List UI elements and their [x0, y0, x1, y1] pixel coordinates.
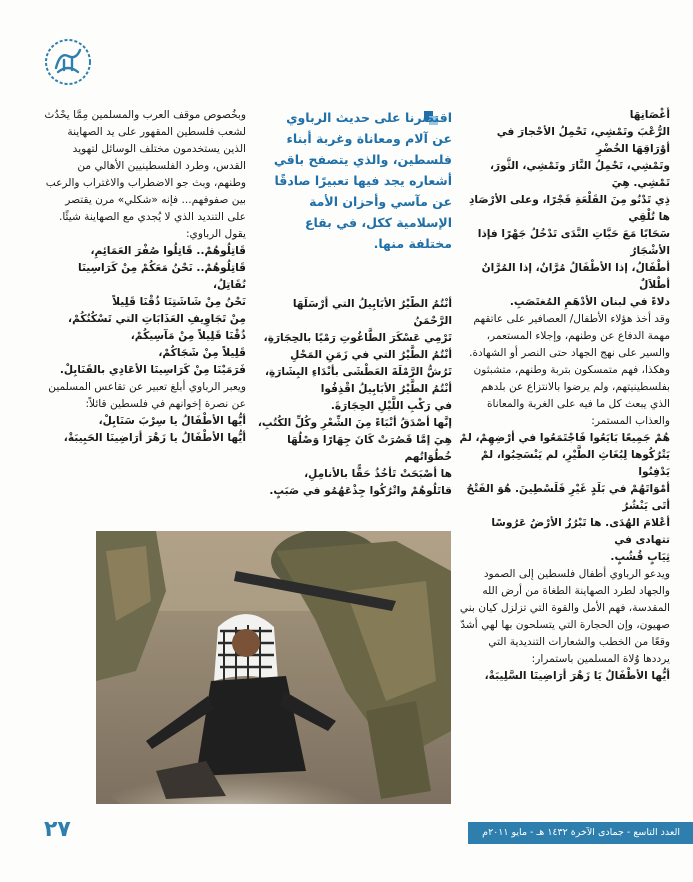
- verse-line: أمْوَاتَهُمْ في بَلَدٍ غَيْرِ فَلَسْطِينَ. هُوَ الفَتْحُ أتَى يَنْشُرُ: [466, 483, 670, 512]
- prose-paragraph: وقد أخذ هؤلاء الأطفال/ العصافير على عاتقهم مهمة الدفاع عن وطنهم، وإجلاء المستعمر، والسير على نهج الجهاد حتى النصر أو الشهادة. وهكذا، فهم متمسكون بتربة وطنهم، متشبثون بفلسطينيتهم، ولم يرضوا بالانتزاع عن بلدهم الذي يبعث كل ما فيه على الغربة والمعاناة والعذاب المستمر:: [469, 313, 670, 427]
- verse-line: أطْفَالُ، إذا الأطْفَالُ مُرَّانٌ، إذا المُرَّانُ أطْلاَلٌ: [481, 262, 670, 291]
- verse-line: فَرَمَيْنَا مِنْ كَرَاسِينَا الأعَادِي بالقَنَابِلْ.: [59, 364, 246, 376]
- verse-line: تَرُشُّ الرَّمْلَةَ العَطْشَى بأنْدَاءِ البِشَارَةِ،: [264, 366, 452, 378]
- verse-line: تَرْمِي عَسْكَرَ الطَّاغُوتِ رَمْيًا بالحِجَارَةِ،: [263, 332, 452, 344]
- right-text-column: [458, 107, 670, 809]
- issue-info: العدد التاسع - جمادى الآخرة ١٤٣٢ هـ - مايو ٢٠١١م: [482, 827, 680, 838]
- verse-line: أنْتُمُ الطَّيْرُ الأبَابِيلُ التي أرْسَلَهَا الرَّحْمَنُ: [292, 298, 452, 327]
- verse-line: وتَمْشِي، تَحْمِلُ النَّارَ وتَمْشِي، الثَّورَ، تَمْشِي. هِيَ: [489, 160, 670, 189]
- page-number: ٢٧: [44, 817, 71, 842]
- prose-paragraph: ويدعو الرباوي أطفال فلسطين إلى الصمود والجهاد لطرد الصهاينة الطغاة من أرض الله المقدسة، فهم الأمل والقوة التي تزلزل كيان بني صهيون، وإن الحجارة التي يتسلحون بها لهي أشدّ وقعًا من الخطب والشعارات التنديدية التي يرددها وُلاة المسلمين باستمرار:: [459, 568, 670, 665]
- verse-line: ذِي تَدْنُو مِنَ القَلْعَةِ فَجْرًا، وعلى الأرْصَادِ ها تُلْقِي: [469, 194, 670, 223]
- verse-line: ثِيَابٍ قُشُبٍ.: [610, 551, 670, 563]
- prose-paragraph: وبخُصوص موقف العرب والمسلمين مِمَّا يحْدُث لشعب فلسطين المقهور على يد الصهاينة الذين يستخدمون مختلف الوسائل لتهويد القدس، وطرد الفلسطينيين الأهالي من وطنهم، وبث جو الاضطراب والاغتراب والرعب بين صفوفهم... فإنه «شكلي» مرن يقتصر على التنديد الذي لا يُجدي مع الصهاينة شيئًا. يقول الرباوي:: [44, 109, 246, 240]
- verse-line: مِنْ تَجَاوِيفِ العَذَابَاتِ التي تَسْكُنُكُمْ،: [68, 313, 246, 325]
- verse-line: أنْتُمُ الطَّيْرُ التي في زَمَنِ المَحْلِ: [290, 349, 452, 361]
- soldiers-arresting-man-photo: [96, 531, 451, 804]
- verse-line: هُمْ جَمِيعًا بَايَعُوا فَاجْتَمَعُوا في أرْضِهِمْ، لمْ: [459, 432, 670, 444]
- verse-line: هِيَ إمَّا قَصُرَتْ كَانَ جِهَارًا وَصْلُهَا خُطُوَاتُهم: [287, 434, 452, 463]
- verse-line: أعْلامَ الهُدَى. ها تَبْرُزُ الأرْضُ عَرُوسًا تتهادى في: [491, 517, 670, 546]
- magazine-logo-icon: [44, 38, 92, 86]
- left-text-column: [44, 107, 246, 521]
- verse-line: قاتَلُوهُمْ واتْرُكُوا جِذْعَهُمُو في صَبَبٍ.: [269, 485, 452, 497]
- verse-line: قَاتِلُوهُمْ.. نَحْنُ مَعَكُمْ مِنْ كَرَاسِينَا نُقَاتِلُ،: [78, 262, 246, 291]
- verse-line: ها أصْبَحَتْ تَأخُذُ حَقًّا بالأنامِلِ،: [304, 468, 452, 480]
- verse-line: أَغْصَانِهَا: [629, 109, 670, 121]
- verse-line: أيُّها الأطْفَالُ يَا زَهْرَ أرَاضِينَا السَّلِيبَةْ،: [484, 670, 670, 682]
- verse-line: إنَّها أصْدَقُ أنْبَاءً مِنَ الشِّعْرِ وكُلِّ الكُتُبِ،: [257, 417, 452, 429]
- verse-line: ذُقْنَا قَلِيلاً مِنْ مَآسِيكُمْ،: [130, 330, 246, 342]
- verse-line: في رَكْبِ اللَّيْلِ الحِجَارَةَ.: [330, 400, 452, 412]
- verse-line: أنْتُمُ الطَّيْرُ الأبَابِيلُ اقْذِفُوا: [320, 383, 452, 395]
- verse-line: أيُّها الأطْفَالُ يا سِرْبَ سَنَابِلْ،: [98, 415, 246, 427]
- verse-line: قَاتِلُوهُمْ.. قَاتِلُوا صُفْرَ العَمَائِمِ،: [90, 245, 246, 257]
- prose-paragraph: ويعبر الرباوي أبلغ تعبير عن تقاعس المسلمين عن نصرة إخوانهم في فلسطين قائلاً:: [48, 381, 246, 410]
- verse-line: أيُّها الأطْفَالُ يا زَهْرَ أرَاضِينَا الحَبِيبَةْ،: [63, 432, 246, 444]
- verse-line: سَحَابًا مَعَ حَبَّاتِ النَّدَى تَدْخُلُ جَهْرًا فإذا الأشْجَارُ: [477, 228, 670, 257]
- pull-quote: اقتصرنا على حديث الرباوي عن آلام ومعاناة وغربة أبناء فلسطين، والذي يتصفح باقي أشعاره يجد فيها تعبيرًا صادقًا عن مآسي وأحزان الأمة الإسلامية ككل، في بقاع مختلفة منها.: [273, 110, 452, 251]
- verse-line: قَلِيلاً مِنْ شَجَاكُمْ،: [158, 347, 246, 359]
- verse-line: يَتْرُكُوها لِبُغَاثِ الطَّيْرِ، لم يَنْسَحِبُوا، لمْ يَدْفِنُوا: [480, 449, 670, 478]
- middle-poem-column: [252, 296, 452, 522]
- verse-line: نَحْنُ مِنْ شَاشَتِنَا ذُقْنَا قَلِيلاً: [112, 296, 246, 308]
- verse-line: الرُّعْبَ وتَمْشِي، تَحْمِلُ الأحْجارَ في أوْرَاقِهَا الخُضْرِ: [496, 126, 670, 155]
- verse-line: دلاءً في لبنان الأدْهَمِ المُغتَصَبِ.: [509, 296, 670, 308]
